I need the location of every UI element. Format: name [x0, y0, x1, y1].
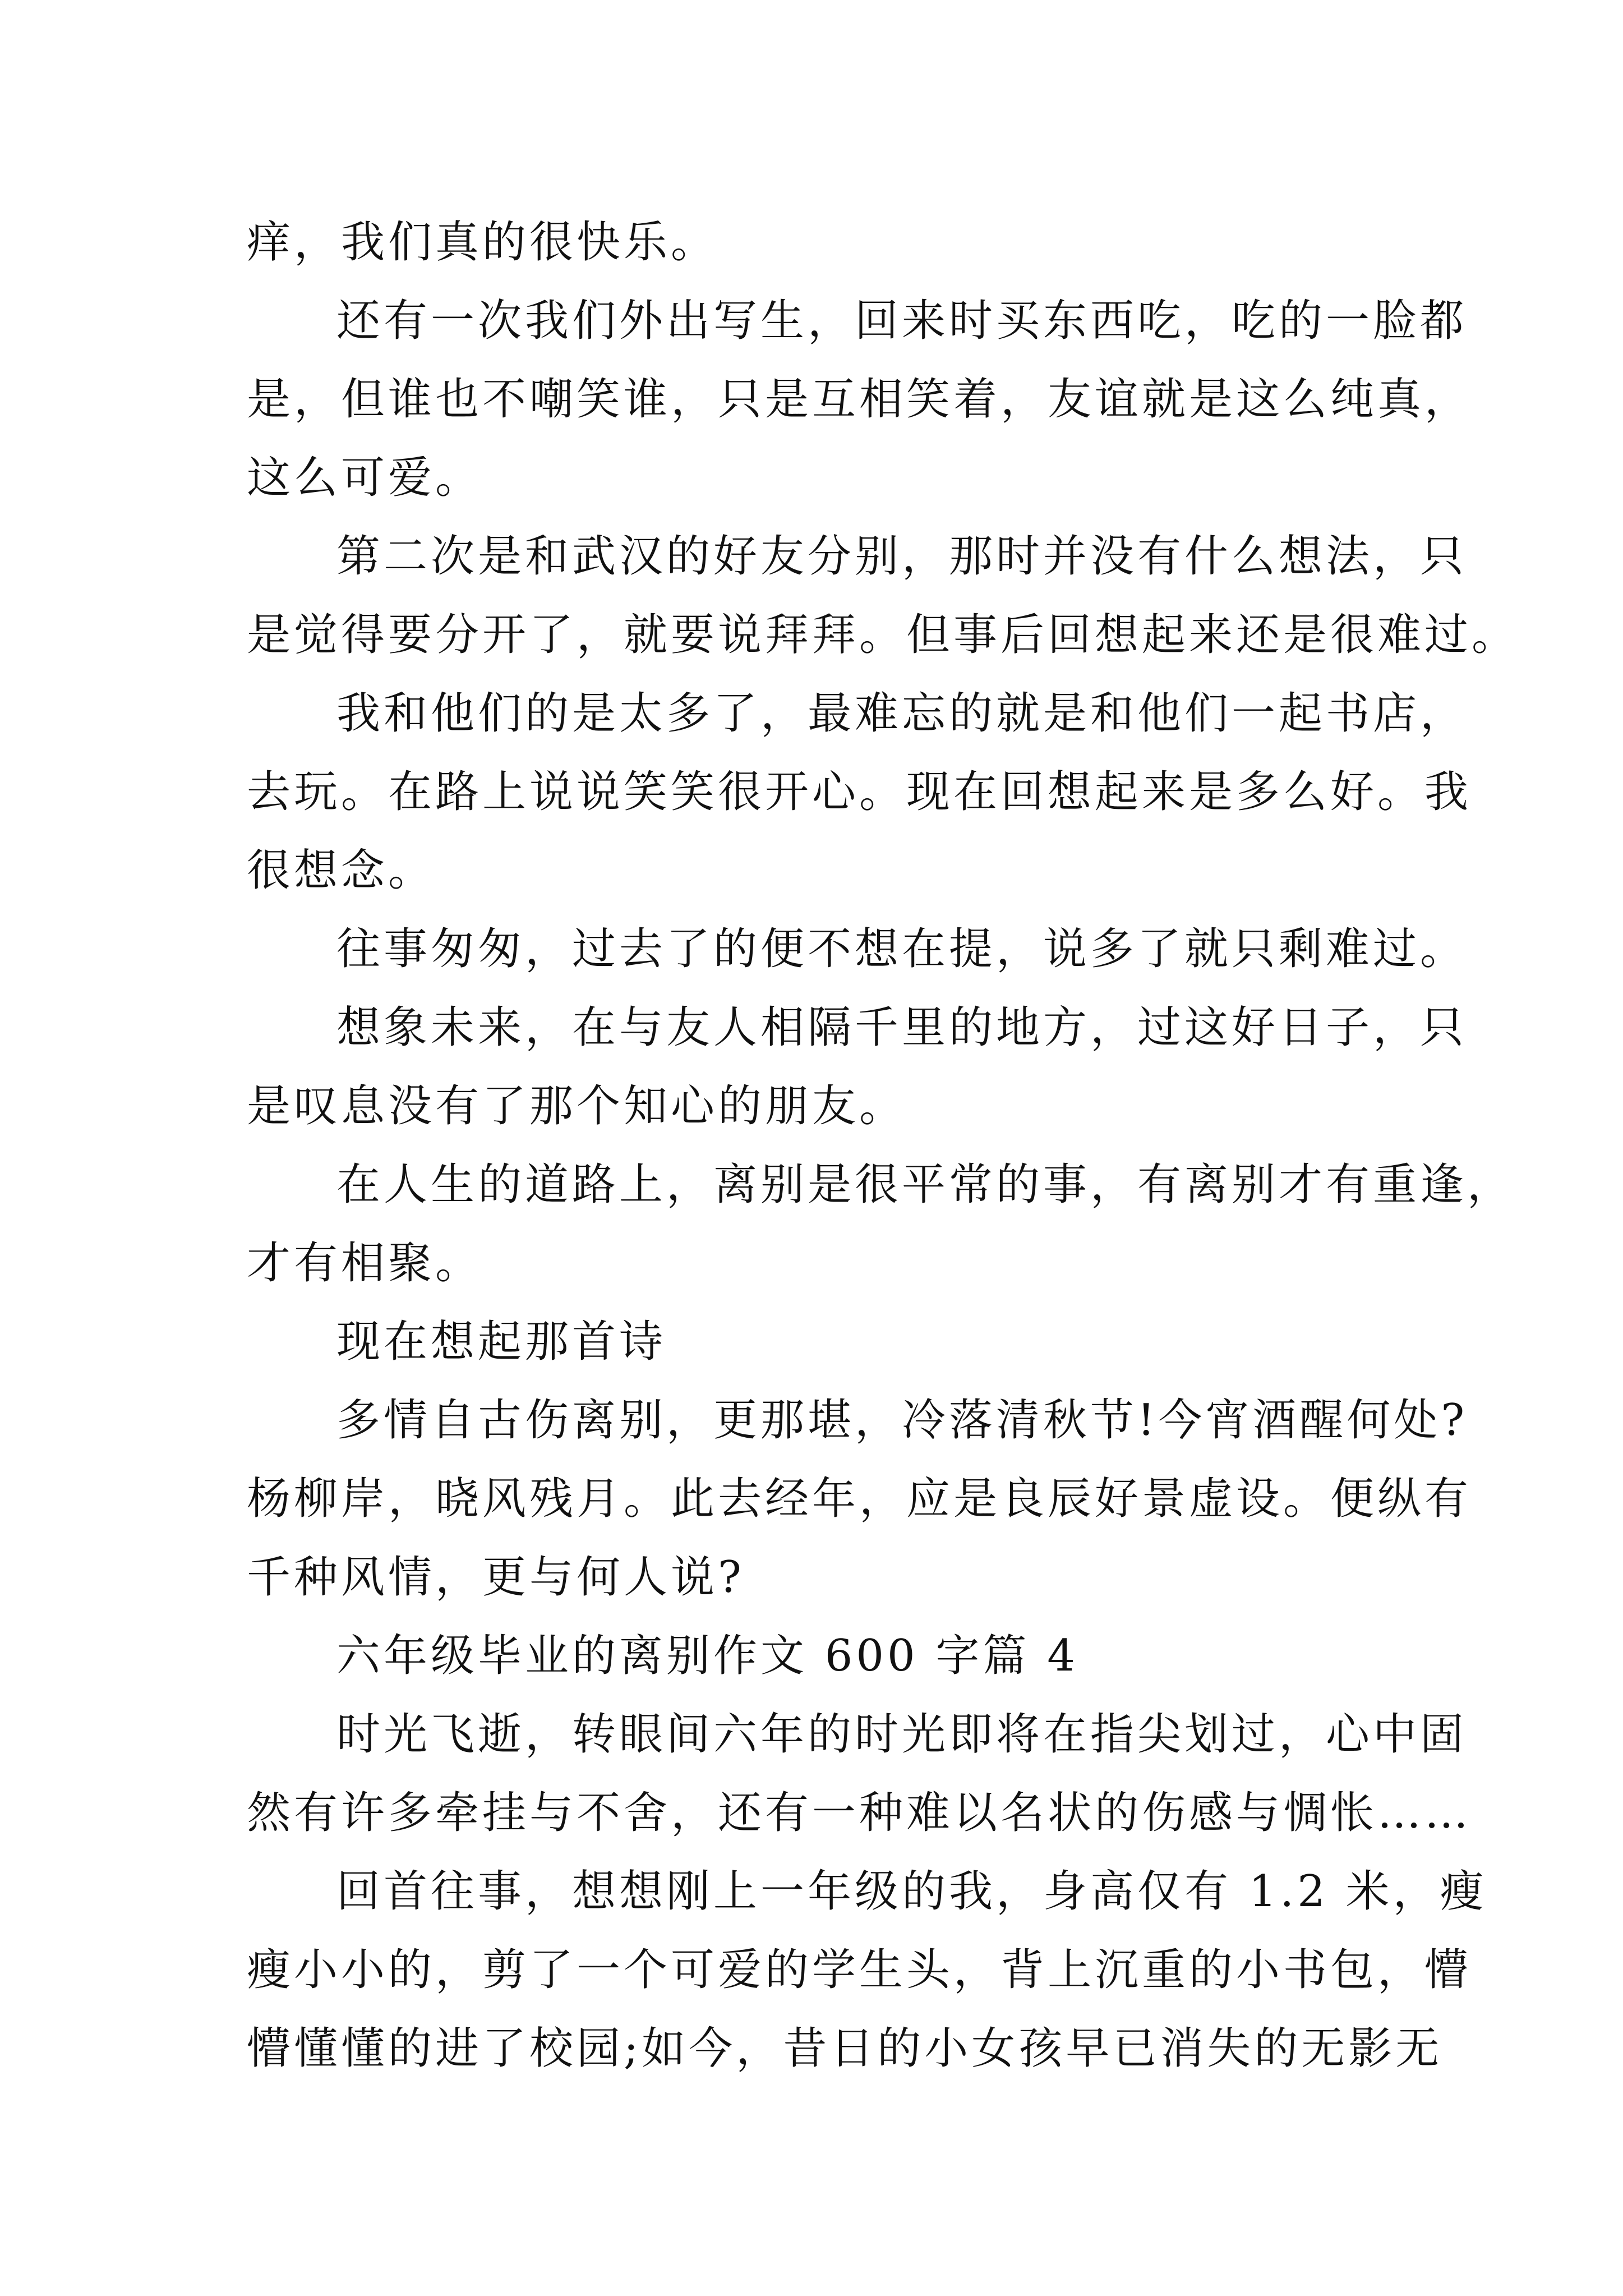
paragraph-first-line: 时光飞逝，转眼间六年的时光即将在指尖划过，心中固	[336, 1709, 1468, 1760]
text-line: 然有许多牵挂与不舍，还有一种难以名状的伤感与惆怅……	[247, 1788, 1472, 1838]
text-line: 这么可爱。	[247, 453, 483, 503]
text-line: 是觉得要分开了，就要说拜拜。但事后回想起来还是很难过。	[247, 610, 1519, 660]
paragraph-first-line: 我和他们的是太多了，最难忘的就是和他们一起书店，	[336, 688, 1468, 739]
text-line: 懵懂懂的进了校园;如今，昔日的小女孩早已消失的无影无	[247, 2023, 1443, 2074]
poem-line: 千种风情，更与何人说?	[247, 1552, 745, 1603]
text-line: 是，但谁也不嘲笑谁，只是互相笑着，友谊就是这么纯真，	[247, 374, 1472, 425]
paragraph-first-line: 第二次是和武汉的好友分别，那时并没有什么想法，只	[336, 531, 1468, 582]
text-line: 去玩。在路上说说笑笑很开心。现在回想起来是多么好。我	[247, 767, 1472, 817]
text-line: 痒，我们真的很快乐。	[247, 217, 718, 268]
paragraph-first-line: 往事匆匆，过去了的便不想在提，说多了就只剩难过。	[336, 924, 1468, 974]
text-line: 才有相聚。	[247, 1238, 483, 1289]
text-line: 是叹息没有了那个知心的朋友。	[247, 1081, 907, 1131]
text-line: 很想念。	[247, 845, 436, 896]
paragraph-first-line: 现在想起那首诗	[336, 1317, 667, 1367]
section-heading: 六年级毕业的离别作文 600 字篇 4	[336, 1631, 1078, 1681]
paragraph-first-line: 在人生的道路上，离别是很平常的事，有离别才有重逢，	[336, 1159, 1515, 1210]
paragraph-first-line: 还有一次我们外出写生，回来时买东西吃，吃的一脸都	[336, 296, 1468, 346]
poem-first-line: 多情自古伤离别，更那堪，冷落清秋节!今宵酒醒何处?	[336, 1395, 1468, 1446]
poem-line: 杨柳岸，晓风残月。此去经年，应是良辰好景虚设。便纵有	[247, 1474, 1472, 1524]
paragraph-first-line: 回首往事，想想刚上一年级的我，身高仅有 1.2 米，瘦	[336, 1866, 1487, 1917]
paragraph-first-line: 想象未来，在与友人相隔千里的地方，过这好日子，只	[336, 1002, 1468, 1053]
text-line: 瘦小小的，剪了一个可爱的学生头，背上沉重的小书包，懵	[247, 1945, 1472, 1995]
